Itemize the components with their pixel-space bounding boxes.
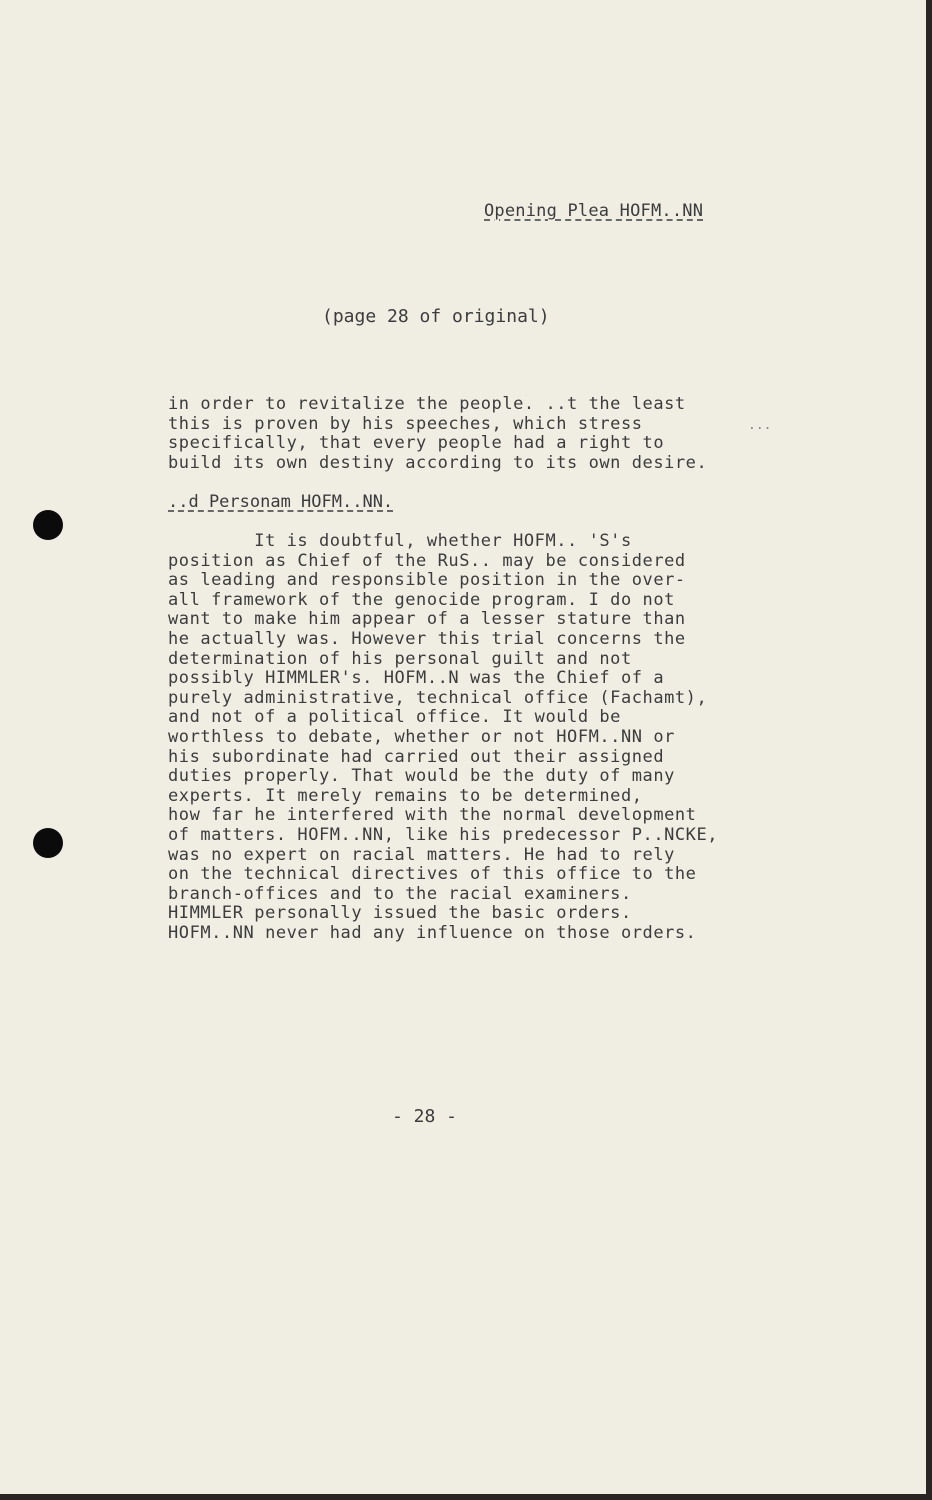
paragraph: It is doubtful, whether HOFM.. 'S's position as Chief of the RuS.. may be considered as leading and responsible position in the over- all framework of the genocide program. I do not want to make him appear of a lesser stature than he actually was. However this trial concerns the determination of his personal guilt and not possibly HIMMLER's. HOFM..N was the Chief of a purely administrative, technical office (Fachamt), and not of a political office. It would be worthless to debate, whether or not HOFM..NN or his subordinate had carried out their assigned duties properly. That would be the duty of many experts. It merely remains to be determined, how far he interfered with the normal development of matters. HOFM..NN, like his predecessor P..NCKE, was no expert on racial matters. He had to rely on the technical directives of this office to the branch-offices and to the racial examiners. HIMMLER personally issued the basic orders. HOFM..NN never had any influence on those orders. [168, 531, 719, 943]
page-number: - 28 - [392, 1106, 458, 1127]
page-reference: (page 28 of original) [322, 306, 550, 327]
margin-mark: ... [748, 418, 772, 433]
section-heading: ..d Personam HOFM..NN. [168, 492, 394, 512]
punch-hole [33, 828, 63, 858]
paragraph: in order to revitalize the people. ..t the least this is proven by his speeches, which stress specifically, that every people had a right to build its own destiny according to its own desire. [168, 394, 708, 473]
document-header: Opening Plea HOFM..NN [484, 201, 704, 221]
punch-hole [33, 510, 63, 540]
